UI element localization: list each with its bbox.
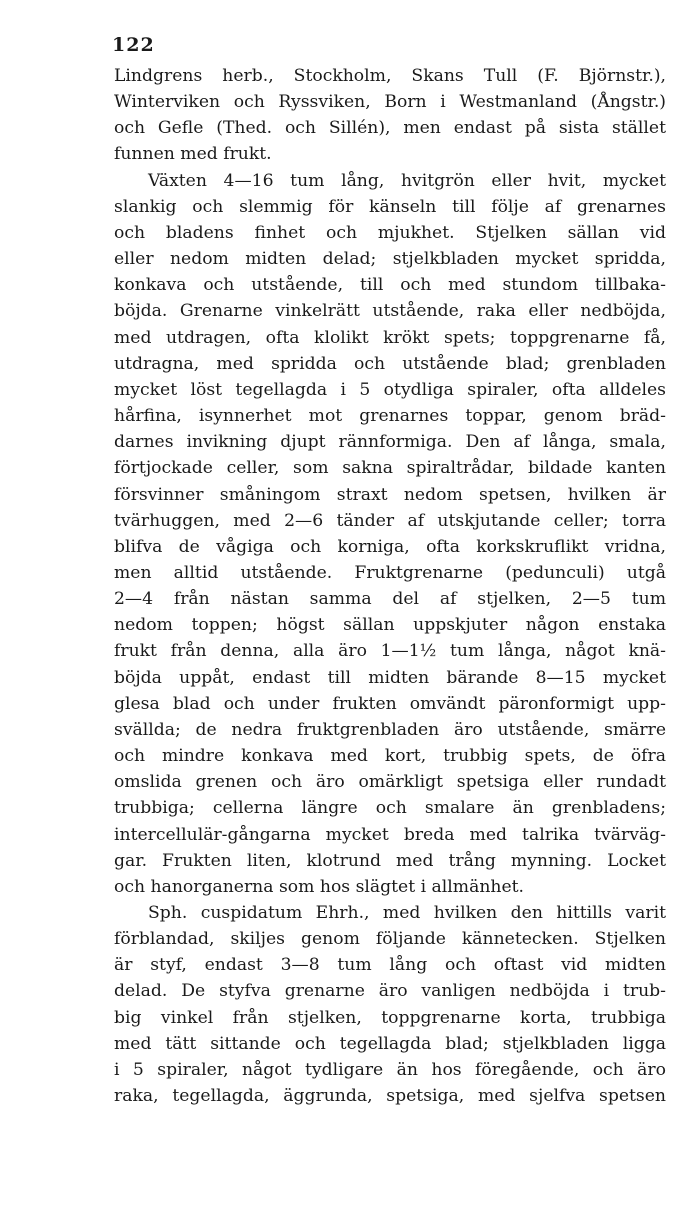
text-line: Winterviken och Ryssviken, Born i Westmanland (Ångstr.) xyxy=(114,92,666,113)
text-line: är styf, endast 3—8 tum lång och oftast vid midten xyxy=(114,955,666,976)
text-line: förblandad, skiljes genom följande kännetecken. Stjelken xyxy=(114,929,666,950)
text-line: och mindre konkava med kort, trubbig spets, de öfra xyxy=(114,746,666,767)
text-line: darnes invikning djupt rännformiga. Den af långa, smala, xyxy=(114,432,666,453)
text-line: hårfina, isynnerhet mot grenarnes toppar, genom bräd- xyxy=(114,406,666,427)
text-line: men alltid utstående. Fruktgrenarne (pedunculi) utgå xyxy=(114,562,666,583)
text-line: tvärhuggen, med 2—6 tänder af utskjutande celler; torra xyxy=(114,510,666,531)
text-line: förtjockade celler, som sakna spiraltrådar, bildade kanten xyxy=(114,458,666,479)
text-line: mycket löst tegellagda i 5 otydliga spiraler, ofta alldeles xyxy=(114,379,666,400)
text-line: gar. Frukten liten, klotrund med trång mynning. Locket xyxy=(114,850,666,871)
text-line: glesa blad och under frukten omvändt päronformigt upp- xyxy=(114,693,666,714)
text-line: i 5 spiraler, något tydligare än hos föregående, och äro xyxy=(114,1059,666,1080)
text-line: intercellulär-gångarna mycket breda med talrika tvärväg- xyxy=(114,824,666,845)
text-line: omslida grenen och äro omärkligt spetsiga eller rundadt xyxy=(114,772,666,793)
text-line: big vinkel från stjelken, toppgrenarne korta, trubbiga xyxy=(114,1007,666,1028)
text-line: böjda. Grenarne vinkelrätt utstående, raka eller nedböjda, xyxy=(114,301,666,322)
text-line: och bladens finhet och mjukhet. Stjelken sällan vid xyxy=(114,222,666,243)
text-line: nedom toppen; högst sällan uppskjuter någon enstaka xyxy=(114,615,666,636)
text-line: konkava och utstående, till och med stundom tillbaka- xyxy=(114,275,666,296)
text-line: med utdragen, ofta klolikt krökt spets; toppgrenarne få, xyxy=(114,327,666,348)
text-line: trubbiga; cellerna längre och smalare än grenbladens; xyxy=(114,798,666,819)
text-line: svällda; de nedra fruktgrenbladen äro utstående, smärre xyxy=(114,719,666,740)
body-text xyxy=(114,63,666,1109)
text-line: eller nedom midten delad; stjelkbladen mycket spridda, xyxy=(114,249,666,270)
text-line: och Gefle (Thed. och Sillén), men endast på sista stället xyxy=(114,118,666,139)
text-line: raka, tegellagda, äggrunda, spetsiga, med sjelfva spetsen xyxy=(114,1086,666,1107)
text-line: frukt från denna, alla äro 1—1½ tum långa, något knä- xyxy=(114,641,666,662)
text-line: Växten 4—16 tum lång, hvitgrön eller hvit, mycket xyxy=(148,170,666,191)
text-line: Lindgrens herb., Stockholm, Skans Tull (F. Björnstr.), xyxy=(114,66,666,86)
text-line: blifva de vågiga och korniga, ofta korkskruflikt vridna, xyxy=(114,536,666,557)
text-line: slankig och slemmig för känseln till följe af grenarnes xyxy=(114,196,666,217)
text-line: med tätt sittande och tegellagda blad; stjelkbladen ligga xyxy=(114,1033,666,1054)
text-line: 2—4 från nästan samma del af stjelken, 2—5 tum xyxy=(114,589,666,610)
text-line: och hanorganerna som hos slägtet i allmänhet. xyxy=(114,876,525,897)
text-line: Sph. cuspidatum Ehrh., med hvilken den hittills varit xyxy=(148,903,666,923)
text-line: böjda uppåt, endast till midten bärande 8—15 mycket xyxy=(114,667,666,688)
page-number: 122 xyxy=(112,34,155,56)
text-line: försvinner småningom straxt nedom spetsen, hvilken är xyxy=(114,484,666,505)
text-line: utdragna, med spridda och utstående blad; grenbladen xyxy=(114,353,666,374)
text-line: delad. De styfva grenarne äro vanligen nedböjda i trub- xyxy=(114,981,666,1002)
text-line: funnen med frukt. xyxy=(114,144,272,165)
